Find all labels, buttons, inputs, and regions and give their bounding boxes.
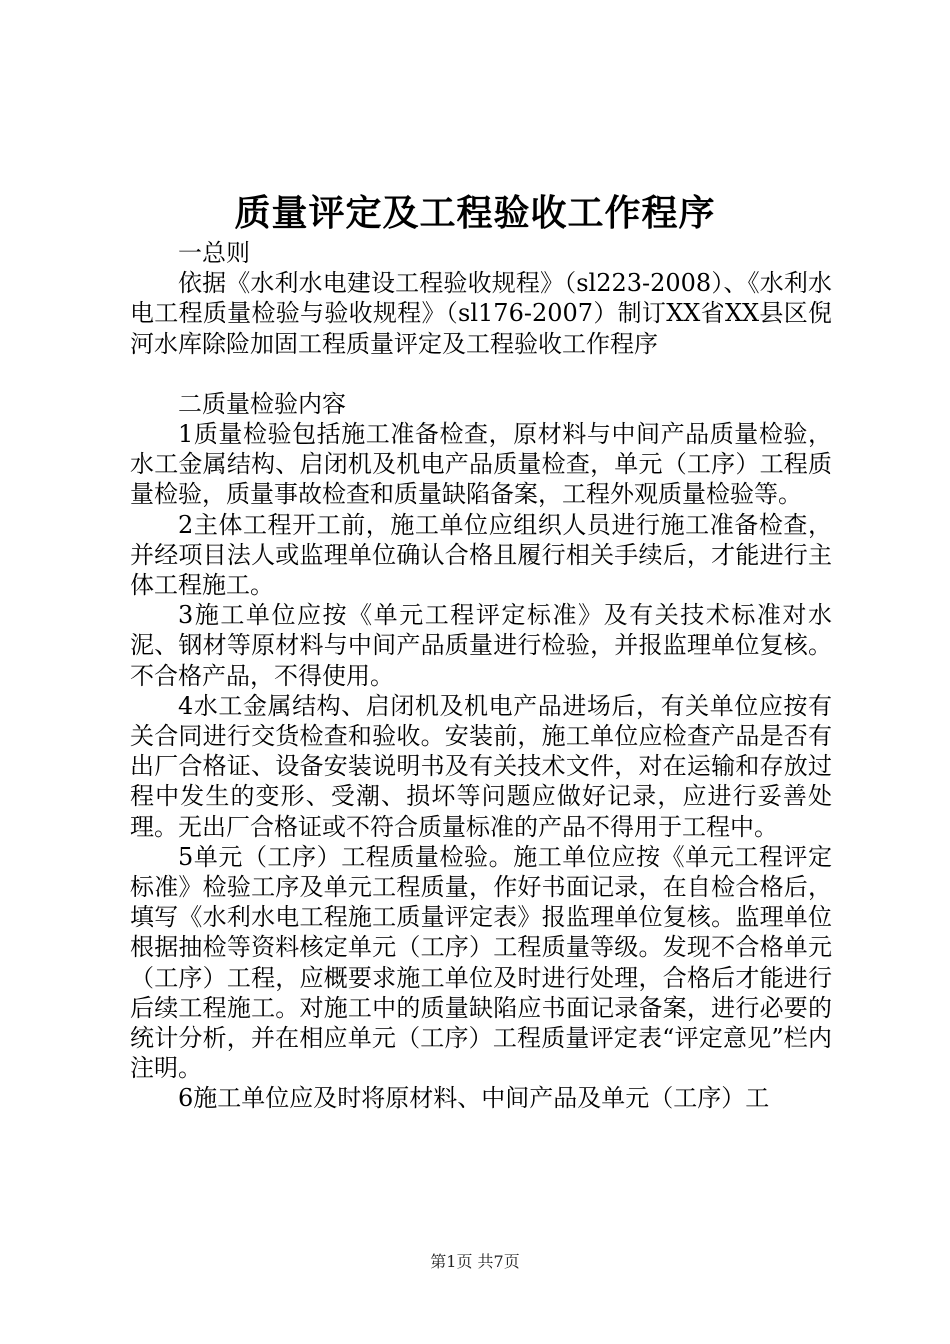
- paragraph: 4水工金属结构、启闭机及机电产品进场后，有关单位应按有关合同进行交货检查和验收。安装前，施工单位应检查产品是否有出厂合格证、设备安装说明书及有关技术文件，对在运输和存放过程中发生的变形、受潮、损坏等问题应做好记录，应进行妥善处理。无出厂合格证或不符合质量标准的产品不得用于工程中。: [130, 691, 832, 841]
- paragraph: 6施工单位应及时将原材料、中间产品及单元（工序）工: [178, 1084, 770, 1113]
- document-body: [130, 238, 832, 1114]
- paragraph: 2主体工程开工前，施工单位应组织人员进行施工准备检查，并经项目法人或监理单位确认合格且履行相关手续后，才能进行主体工程施工。: [130, 510, 832, 600]
- section-heading: 一总则: [178, 239, 250, 267]
- section-heading: 二质量检验内容: [178, 389, 346, 418]
- page-number-footer: 第1页 共7页: [430, 1252, 520, 1271]
- paragraph: 1质量检验包括施工准备检查，原材料与中间产品质量检验，水工金属结构、启闭机及机电产品质量检查，单元（工序）工程质量检验，质量事故检查和质量缺陷备案，工程外观质量检验等。: [130, 420, 832, 509]
- document-title: 质量评定及工程验收工作程序: [234, 193, 716, 234]
- paragraph: 依据《水利水电建设工程验收规程》（sl223-2008）、《水利水电工程质量检验与验收规程》（sl176-2007）制订XX省XX县区倪河水库除险加固工程质量评定及工程验收工作程序: [130, 269, 832, 358]
- paragraph: 5单元（工序）工程质量检验。施工单位应按《单元工程评定标准》检验工序及单元工程质量，作好书面记录，在自检合格后，填写《水利水电工程施工质量评定表》报监理单位复核。监理单位根据抽检等资料核定单元（工序）工程质量等级。发现不合格单元（工序）工程，应概要求施工单位及时进行处理，合格后才能进行后续工程施工。对施工中的质量缺陷应书面记录备案，进行必要的统计分析，并在相应单元（工序）工程质量评定表“评定意见”栏内注明。: [130, 842, 832, 1083]
- paragraph: 3施工单位应按《单元工程评定标准》及有关技术标准对水泥、钢材等原材料与中间产品质量进行检验，并报监理单位复核。不合格产品，不得使用。: [130, 601, 832, 690]
